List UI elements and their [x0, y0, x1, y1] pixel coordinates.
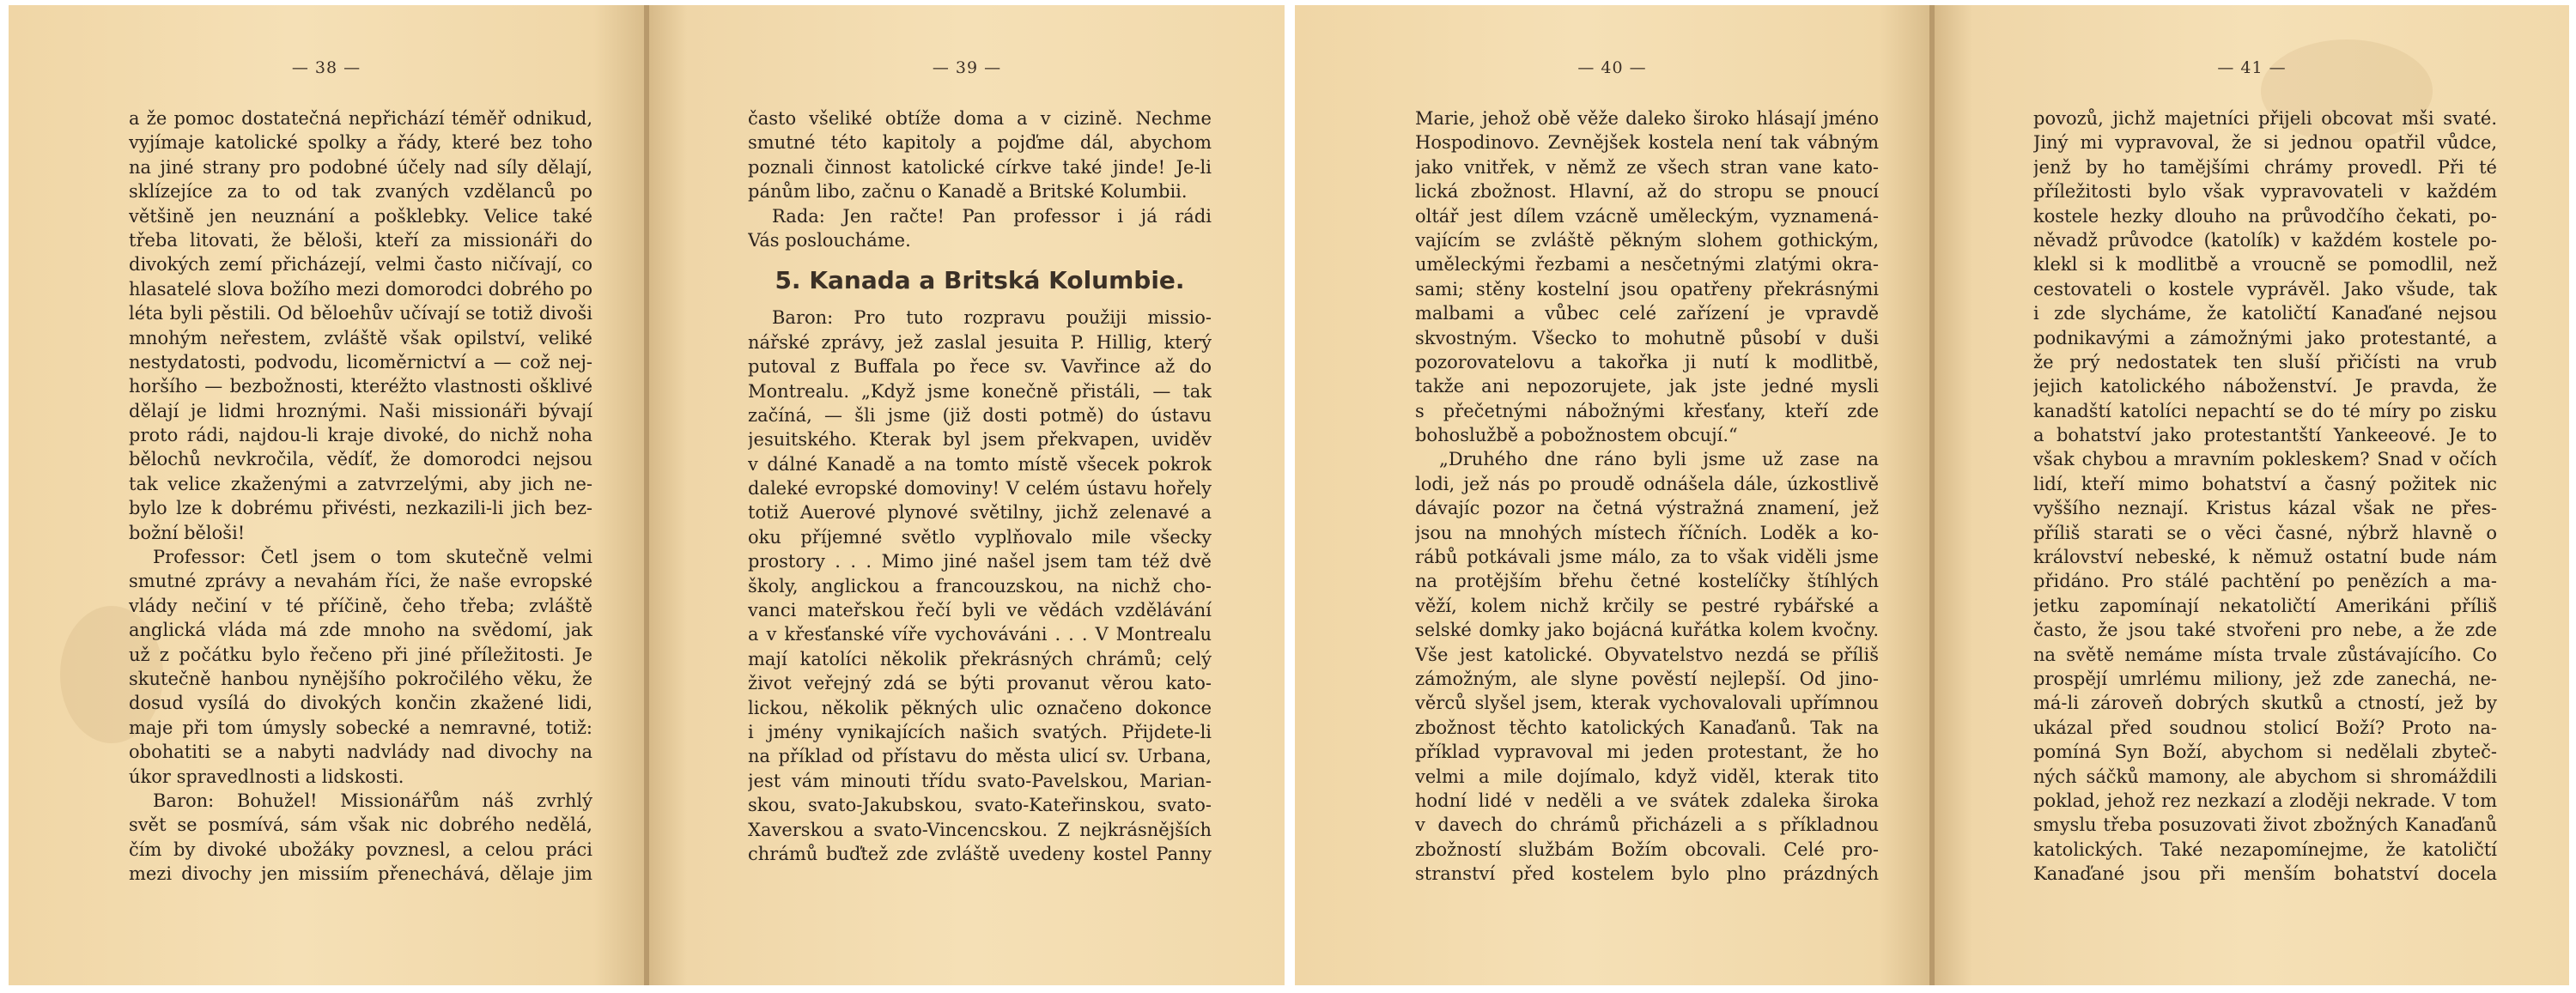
text-line: smutné zprávy a nevahám říci, že naše evropské — [129, 571, 592, 592]
text-line: i jmény vynikajících našich svatých. Přijdete-li — [748, 721, 1212, 742]
text-line: totiž Auerové plynové světilny, jichž zelenavé a — [748, 502, 1212, 524]
text-line: chrámů buďtež zde zvláště uvedeny kostel Panny — [748, 843, 1212, 864]
text-line: jsou na mnohých místech říčních. Loděk a ko- — [1415, 522, 1879, 543]
text-line: oku příjemné světlo vyplňovalo mile všecky — [748, 526, 1212, 548]
page-number: — 39 — — [932, 58, 1002, 77]
page-number: — 41 — — [2217, 58, 2287, 77]
text-line: že prý nedostatek ten sluší přičísti na vrub — [2033, 351, 2497, 372]
text-line: zbožnost těchto katolických Kanaďanů. Tak na — [1415, 717, 1879, 738]
text-line: poklad, jehož rez nezkazí a zloději nekrade. V tom — [2033, 790, 2497, 811]
text-line: ukázal před soudnou stolicí Boží? Proto na- — [2033, 717, 2497, 738]
text-line: vyššího neznají. Kristus kázal však ne přes- — [2033, 498, 2497, 519]
section-heading: 5. Kanada a Britská Kolumbie. — [775, 266, 1185, 295]
text-block — [1415, 106, 1879, 887]
text-line: a v křesťanské víře vychováváni . . . V Montrealu — [748, 624, 1212, 645]
text-line: s přečetnými nábožnými křesťany, kteří zde — [1415, 400, 1879, 421]
text-line: lickou, několik pěkných ulic označeno dokonce — [748, 697, 1212, 718]
text-line: zbožností službám Božím obcovali. Celé pro- — [1415, 839, 1879, 860]
text-line: příležitosti bylo však vypravovateli v každém — [2033, 181, 2497, 203]
text-line: Montrealu. „Když jsme konečně přistáli, — tak — [748, 380, 1212, 402]
text-line: oltář jest dílem vzácně uměleckým, vyznamená- — [1415, 205, 1879, 227]
text-line: Vás posloucháme. — [748, 229, 911, 251]
text-line: Hospodinovo. Zevnějšek kostela není tak vábným — [1415, 132, 1879, 154]
text-line: má-li zároveň dobrých skutků a ctností, jež by — [2033, 693, 2497, 714]
text-line: život veřejný zdá se býti provanut věrou kato- — [748, 673, 1212, 694]
text-line: často, že jsou také stvořeni pro nebe, a že zde — [2033, 620, 2497, 641]
text-line: takže ani nepozorujete, jak jste jedné mysli — [1415, 376, 1879, 397]
text-line: hodní lidé v neděli a ve svátek zdaleka široka — [1415, 790, 1879, 811]
text-line: už z počátku bylo řečeno při jiné příležitosti. Je — [129, 644, 592, 665]
text-line: horšího — bezbožnosti, kteréžto vlastnosti ošklivé — [129, 376, 592, 397]
text-line: Jiný mi vypravoval, že si jednou opatřil vůdce, — [2033, 132, 2497, 154]
text-line: sami; stěny kostelní jsou opatřeny překrásnými — [1415, 278, 1879, 300]
text-line: skou, svato-Jakubskou, svato-Kateřinskou, svato- — [748, 795, 1212, 816]
text-line: sklízejíce za to od tak zvaných vzdělanců po — [129, 181, 592, 203]
text-line: skutečně hanbou nynějšího pokročilého věku, že — [129, 668, 592, 689]
text-line: povozů, jichž majetníci přijeli obcovat mši svaté. — [2033, 108, 2497, 129]
text-line: dělají je lidmi hroznými. Naši missionáři bývají — [129, 400, 592, 421]
text-line: tak velice zkaženými a zatvrzelými, aby jich ne- — [129, 473, 592, 494]
text-line: kanadští katolíci nepachtí se do té míry po zisku — [2033, 400, 2497, 421]
text-line: jejich katolického náboženství. Je pravda, že — [2033, 376, 2497, 397]
text-line: však chybou a mravním pokleskem? Snad v očích — [2033, 449, 2497, 470]
text-line: vlády nečiní v té příčině, čeho třeba; zvláště — [129, 595, 592, 616]
text-line: bylo lze k dobrému přivésti, nezkazili-li jich bez- — [129, 498, 592, 519]
text-line: Marie, jehož obě věže daleko široko hlásají jméno — [1415, 108, 1879, 129]
text-line: jesuitského. Kterak byl jsem překvapen, uviděv — [748, 429, 1212, 451]
text-line: lidí, kteří mimo bohatství a časný požitek nic — [2033, 473, 2497, 494]
text-line: zámožným, ale slyne pověstí nejlepší. Od jino- — [1415, 668, 1879, 689]
text-line: klekl si k modlitbě a vroucně se pomodlil, než — [2033, 254, 2497, 275]
text-line: bohoslužbě a pobožnostem obcují.“ — [1415, 425, 1738, 446]
text-block — [748, 106, 1212, 866]
text-line: a bohatství jako protestantští Yankeeové. Je to — [2033, 425, 2497, 446]
text-line: proto rádi, najdou-li kraje divoké, do nichž noha — [129, 425, 592, 446]
left-book-spread — [9, 5, 1285, 985]
text-line: Baron: Bohužel! Missionářům náš zvrhlý — [153, 790, 592, 811]
text-line: pánům libo, začnu o Kanadě a Britské Kolumbii. — [748, 181, 1188, 203]
page-number: — 38 — — [291, 58, 361, 77]
text-line: něvadž průvodce (katolík) v každém kostele po- — [2033, 229, 2497, 251]
text-line: léta byli pěstili. Od běloehův učívají se totiž divoši — [129, 303, 592, 324]
text-line: daleké evropské domoviny! V celém ústavu hořely — [748, 478, 1212, 500]
text-line: a že pomoc dostatečná nepřichází téměř odnikud, — [129, 108, 592, 129]
right-book-spread — [1295, 5, 2569, 985]
text-line: hlasatelé slova božího mezi domorodci dobrého po — [129, 278, 592, 300]
text-block — [2033, 106, 2497, 887]
page-number: — 40 — — [1577, 58, 1647, 77]
text-line: na světě nemáme místa trvale zůstávajícího. Co — [2033, 644, 2497, 665]
text-line: začíná, — šli jsme (již dosti potmě) do ústavu — [748, 404, 1212, 426]
text-line: putoval z Buffala po řece sv. Vavřince až do — [748, 356, 1212, 378]
text-line: lodi, jež nás po proudě odnášela dále, úzkostlivě — [1415, 473, 1879, 494]
text-line: dávajíc pozor na četná výstražná znamení, jež — [1415, 498, 1879, 519]
text-line: třeba litovati, že běloši, kteří za missionáři do — [129, 229, 592, 251]
text-line: často všeliké obtíže doma a v cizině. Nechme — [748, 108, 1212, 129]
text-line: Professor: Četl jsem o tom skutečně velmi — [153, 547, 592, 568]
text-line: obohatiti se a nabyti nadvlády nad divochy na — [129, 742, 592, 763]
text-line: jetku zapomínají nekatoličtí Amerikáni příliš — [2033, 595, 2497, 616]
text-line: stranství před kostelem bylo plno prázdných — [1415, 863, 1879, 885]
text-line: na jiné strany pro podobné účely nad síly dělají, — [129, 156, 592, 178]
text-line: jest vám minouti třídu svato-Pavelskou, Marian- — [748, 770, 1212, 791]
text-line: příklad vypravoval mi jeden protestant, že ho — [1415, 742, 1879, 763]
text-line: božní běloši! — [129, 522, 246, 543]
text-line: čím by divoké ubožáky povznesl, a celou práci — [129, 839, 592, 860]
text-line: nářské zprávy, jež zaslal jesuita P. Hillig, který — [748, 331, 1212, 353]
text-line: v dálné Kanadě a na tomto místě všecek pokrok — [748, 453, 1212, 475]
text-line: podnikavými a zámožnými jako protestanté, a — [2033, 327, 2497, 348]
text-line: dosud vysílá do divokých končin zkažené lidi, — [129, 693, 592, 714]
text-line: přidáno. Pro stálé pachtění po penězích a ma- — [2033, 571, 2497, 592]
page-38 — [9, 5, 644, 985]
text-line: věží, kolem nichž krčily se pestré rybářské a — [1415, 595, 1879, 616]
text-line: velmi a mile dojímalo, když viděl, kterak tito — [1415, 766, 1879, 787]
text-line: „Druhého dne ráno byli jsme už zase na — [1439, 449, 1879, 470]
text-line: smutné této kapitoly a pojďme dál, abychom — [748, 132, 1212, 154]
text-line: uměleckými řezbami a nesčetnými zlatými okra- — [1415, 254, 1879, 275]
text-line: příliš starati se o věci časné, nýbrž hlavně o — [2033, 522, 2497, 543]
text-line: malbami a vůbec celé zařízení je vpravdě — [1415, 303, 1879, 324]
text-line: mezi divochy jen missiím přenechává, dělaje jim — [129, 863, 592, 885]
text-line: na příklad od přístavu do města ulicí sv. Urbana, — [748, 746, 1212, 767]
text-line: prospějí umrlému miliony, jež zde zanechá, ne- — [2033, 668, 2497, 689]
text-line: maje při tom úmysly sobecké a nemravné, totiž: — [129, 717, 592, 738]
text-line: prostory . . . Mimo jiné našel jsem tam též dvě — [748, 551, 1212, 572]
text-line: i zde slycháme, že katoličtí Kanaďané nejsou — [2033, 303, 2497, 324]
text-line: poznali činnost katolické církve také jinde! Je-li — [748, 156, 1212, 178]
text-line: Xaverskou a svato-Vincencskou. Z nejkrásnějších — [748, 819, 1212, 840]
page-39 — [649, 5, 1285, 985]
text-line: rábů potkávali jsme málo, za to však viděli jsme — [1415, 547, 1879, 568]
text-line: cestovateli o kostele vyprávěl. Jako všude, tak — [2033, 278, 2497, 300]
text-line: pomíná Syn Boží, abychom si nedělali zbyteč- — [2033, 742, 2497, 763]
text-line: smyslu třeba posuzovati život zbožných Kanaďanů — [2033, 814, 2497, 836]
text-line: anglická vláda má zde mnoho na svědomí, jak — [129, 620, 592, 641]
text-line: divokých zemí přicházejí, velmi často ničívají, co — [129, 254, 592, 275]
text-line: vajícím se zvláště pěkným slohem gothickým, — [1415, 229, 1879, 251]
text-line: jenž by ho tamějšími chrámy provedl. Při té — [2033, 156, 2497, 178]
text-line: svět se posmívá, sám však nic dobrého nedělá, — [129, 814, 592, 836]
text-line: pozorovatelovu a takořka ji nutí k modlitbě, — [1415, 351, 1879, 372]
text-line: Baron: Pro tuto rozpravu použiji missio- — [772, 307, 1212, 329]
text-line: jako vnitřek, v němž ze všech stran vane kato- — [1415, 156, 1879, 178]
text-line: lická zbožnost. Hlavní, až do stropu se pnoucí — [1415, 181, 1879, 203]
text-line: většině jen neuznání a pošklebky. Velice také — [129, 205, 592, 227]
text-line: Rada: Jen račte! Pan professor i já rádi — [772, 205, 1212, 227]
text-line: selské domky jako bojácná kuřátka kolem kvočny. — [1415, 620, 1879, 641]
text-line: věrců slyšel jsem, kterak vychovalovali upřímnou — [1415, 693, 1879, 714]
page-41 — [1935, 5, 2569, 985]
text-line: Kanaďané jsou při menším bohatství docela — [2033, 863, 2497, 885]
text-line: bělochů nevkročila, vědíť, že domorodci nejsou — [129, 449, 592, 470]
text-line: mají katolíci několik překrásných chrámů; celý — [748, 648, 1212, 669]
text-line: skvostným. Všecko to mohutně působí v duši — [1415, 327, 1879, 348]
text-line: vanci mateřskou řečí byli ve vědách vzdělávání — [748, 600, 1212, 621]
text-line: mnohým neřestem, zvláště však opilství, veliké — [129, 327, 592, 348]
text-line: vyjímaje katolické spolky a řády, které bez toho — [129, 132, 592, 154]
text-line: školy, anglickou a francouzskou, na nichž cho- — [748, 575, 1212, 596]
text-line: na protějším břehu četné kostelíčky štíhlých — [1415, 571, 1879, 592]
page-40 — [1295, 5, 1929, 985]
text-line: úkor spravedlnosti a lidskosti. — [129, 766, 404, 787]
text-line: království nebeské, k němuž ostatní bude nám — [2033, 547, 2497, 568]
text-line: ných sáčků mamony, ale abychom si shromáždili — [2033, 766, 2497, 787]
text-line: nestydatosti, podvodu, licoměrnictví a — což nej- — [129, 351, 592, 372]
text-block — [129, 106, 592, 887]
text-line: v davech do chrámů přicházeli a s příkladnou — [1415, 814, 1879, 836]
text-line: Vše jest katolické. Obyvatelstvo nezdá se příliš — [1415, 644, 1879, 665]
text-line: katolických. Také nezapomínejme, že katoličtí — [2033, 839, 2497, 860]
text-line: kostele hezky dlouho na průvodčího čekati, po- — [2033, 205, 2497, 227]
